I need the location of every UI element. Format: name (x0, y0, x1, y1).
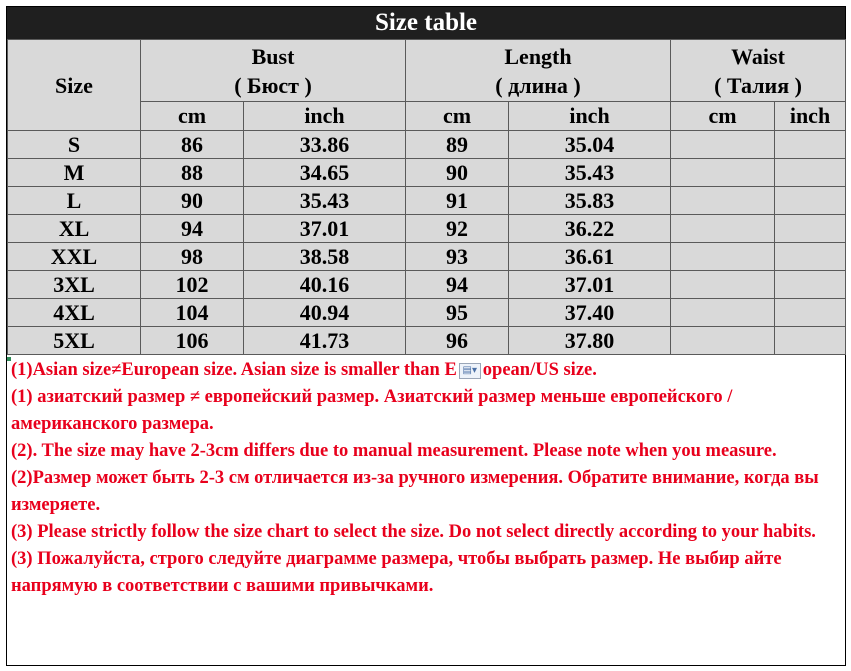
size-table-title: Size table (7, 7, 845, 39)
cell-waist-inch (775, 215, 846, 243)
cell-size: 4XL (8, 299, 141, 327)
cell-length-inch: 36.61 (509, 243, 671, 271)
note-3-en: (3) Please strictly follow the size chart to select the size. Do not select directly according to your habits. (11, 522, 816, 542)
cell-length-cm: 90 (406, 159, 509, 187)
note-2-ru: (2)Размер может быть 2-3 см отличается из-за ручного измерения. Обратите внимание, когда вы измеряете. (11, 468, 819, 515)
cell-bust-inch: 38.58 (244, 243, 406, 271)
table-row (8, 327, 846, 355)
cell-bust-inch: 37.01 (244, 215, 406, 243)
size-notes (7, 357, 845, 600)
note-1-en (11, 357, 843, 384)
cell-length-inch: 36.22 (509, 215, 671, 243)
cell-length-inch: 37.40 (509, 299, 671, 327)
cell-length-inch: 35.04 (509, 131, 671, 159)
cell-size: XL (8, 215, 141, 243)
cell-bust-cm: 86 (141, 131, 244, 159)
header-row (8, 40, 846, 102)
cell-bust-cm: 94 (141, 215, 244, 243)
cell-size: M (8, 159, 141, 187)
cell-waist-inch (775, 299, 846, 327)
cell-waist-inch (775, 327, 846, 355)
cell-size: 3XL (8, 271, 141, 299)
cell-bust-cm: 90 (141, 187, 244, 215)
cell-waist-inch (775, 187, 846, 215)
cell-size: L (8, 187, 141, 215)
cell-waist-cm (671, 159, 775, 187)
cell-waist-cm (671, 131, 775, 159)
waist-column-header (671, 40, 846, 102)
size-column-header: Size (8, 40, 141, 131)
bust-column-header (141, 40, 406, 102)
bust-cm-header: cm (141, 102, 244, 131)
table-row (8, 243, 846, 271)
paste-options-icon[interactable]: ▤▾ (459, 363, 481, 379)
size-table (7, 39, 846, 355)
length-column-header (406, 40, 671, 102)
cell-bust-inch: 41.73 (244, 327, 406, 355)
cell-waist-inch (775, 159, 846, 187)
note-1-en-text-a: (1)Asian size≠European size. Asian size is smaller than E (11, 360, 457, 380)
waist-label-ru: ( Талия ) (714, 72, 802, 98)
length-label-ru: ( длина ) (495, 72, 581, 98)
cell-size: S (8, 131, 141, 159)
table-row (8, 271, 846, 299)
cell-length-cm: 95 (406, 299, 509, 327)
cell-bust-inch: 34.65 (244, 159, 406, 187)
cell-length-cm: 96 (406, 327, 509, 355)
cell-size: XXL (8, 243, 141, 271)
table-row (8, 187, 846, 215)
cell-size: 5XL (8, 327, 141, 355)
cell-bust-inch: 35.43 (244, 187, 406, 215)
waist-cm-header: cm (671, 102, 775, 131)
cell-waist-cm (671, 299, 775, 327)
length-inch-header: inch (509, 102, 671, 131)
length-label: Length (504, 43, 572, 69)
cell-length-cm: 89 (406, 131, 509, 159)
cell-waist-cm (671, 215, 775, 243)
cell-bust-cm: 98 (141, 243, 244, 271)
cell-waist-cm (671, 271, 775, 299)
cell-length-inch: 35.43 (509, 159, 671, 187)
cell-length-inch: 37.80 (509, 327, 671, 355)
cell-waist-cm (671, 243, 775, 271)
cell-length-cm: 92 (406, 215, 509, 243)
cell-waist-cm (671, 327, 775, 355)
cell-bust-inch: 40.16 (244, 271, 406, 299)
note-1-ru: (1) азиатский размер ≠ европейский размер. Азиатский размер меньше европейского / американского размера. (11, 387, 733, 434)
size-chart-frame (6, 6, 846, 666)
cell-waist-inch (775, 131, 846, 159)
bust-inch-header: inch (244, 102, 406, 131)
cell-length-cm: 94 (406, 271, 509, 299)
table-row (8, 299, 846, 327)
bust-label: Bust (251, 43, 295, 69)
cell-waist-cm (671, 187, 775, 215)
note-2-en: (2). The size may have 2-3cm differs due to manual measurement. Please note when you measure. (11, 441, 777, 461)
cell-length-inch: 35.83 (509, 187, 671, 215)
cell-waist-inch (775, 243, 846, 271)
length-cm-header: cm (406, 102, 509, 131)
note-3-ru: (3) Пожалуйста, строго следуйте диаграмме размера, чтобы выбрать размер. Не выбир айте напрямую в соответствии с вашими привычками. (11, 549, 782, 596)
cell-bust-cm: 102 (141, 271, 244, 299)
table-row (8, 159, 846, 187)
cell-bust-inch: 40.94 (244, 299, 406, 327)
cell-waist-inch (775, 271, 846, 299)
cell-bust-cm: 104 (141, 299, 244, 327)
bust-label-ru: ( Бюст ) (234, 72, 312, 98)
note-1-en-text-b: opean/US size. (482, 360, 597, 380)
cell-length-cm: 93 (406, 243, 509, 271)
cell-bust-inch: 33.86 (244, 131, 406, 159)
cell-bust-cm: 88 (141, 159, 244, 187)
table-row (8, 215, 846, 243)
cell-length-inch: 37.01 (509, 271, 671, 299)
table-row (8, 131, 846, 159)
waist-inch-header: inch (775, 102, 846, 131)
waist-label: Waist (731, 43, 785, 69)
cell-bust-cm: 106 (141, 327, 244, 355)
cell-length-cm: 91 (406, 187, 509, 215)
